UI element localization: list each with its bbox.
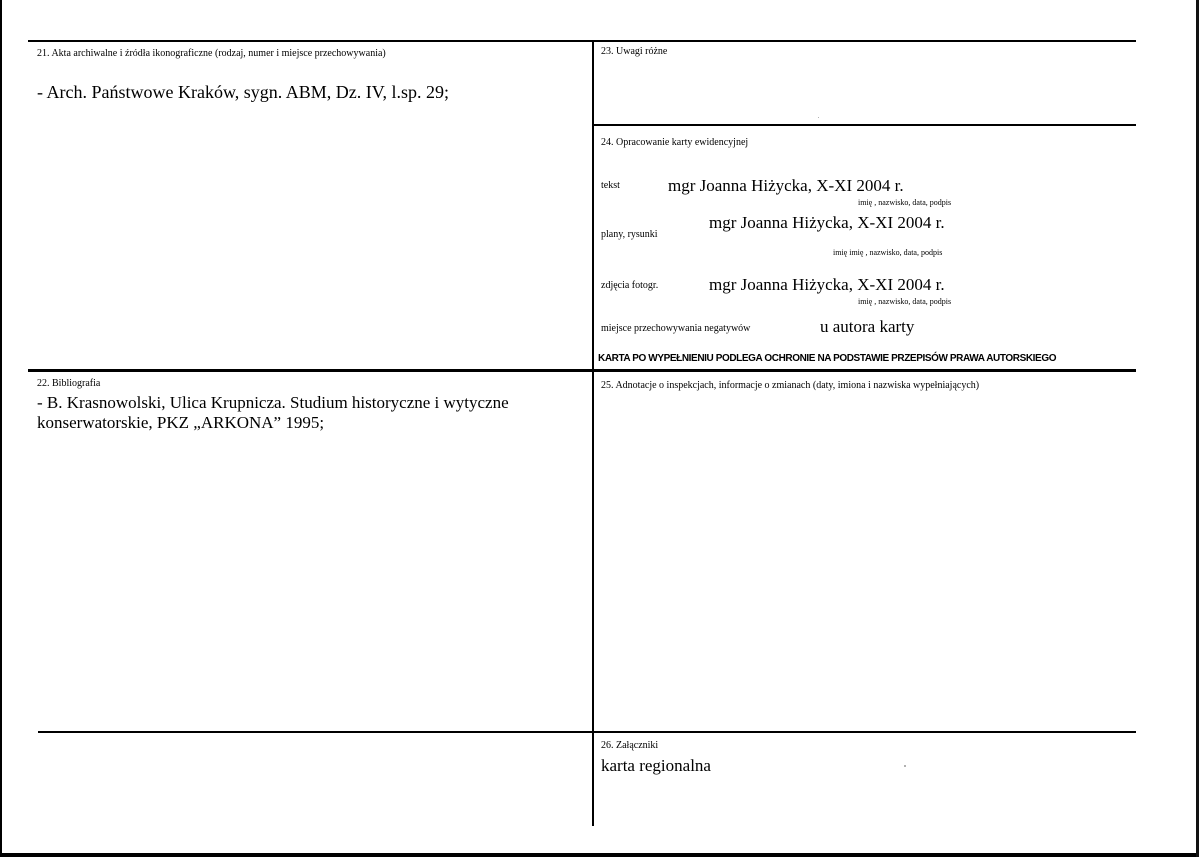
section-22-line-2: konserwatorskie, PKZ „ARKONA” 1995;: [37, 413, 325, 432]
section-22-label: 22. Bibliografia: [37, 378, 101, 389]
section-23-label: 23. Uwagi różne: [601, 46, 668, 57]
center-divider: [592, 40, 594, 826]
page-border-bottom: [0, 853, 1199, 857]
tekst-hint: imię , nazwisko, data, podpis: [858, 198, 952, 207]
plany-hint: imię imię , nazwisko, data, podpis: [833, 248, 943, 257]
section-21-content: - Arch. Państwowe Kraków, sygn. ABM, Dz. IV, l.sp. 29;: [37, 82, 449, 102]
divider-row2-row3: [38, 731, 1136, 733]
page-border-left: [0, 0, 2, 857]
divider-row1-row2: [28, 369, 1136, 372]
plany-label: plany, rysunki: [601, 229, 658, 240]
zdjecia-label: zdjęcia fotogr.: [601, 280, 659, 291]
plany-value: mgr Joanna Hiżycka, X-XI 2004 r.: [709, 213, 945, 232]
scan-speck: [904, 765, 906, 767]
section-21-label: 21. Akta archiwalne i źródła ikonograficzne (rodzaj, numer i miejsce przechowywania): [37, 48, 386, 59]
tekst-label: tekst: [601, 180, 620, 191]
section-22-line-1: - B. Krasnowolski, Ulica Krupnicza. Studium historyczne i wytyczne: [37, 393, 509, 412]
section-24-label: 24. Opracowanie karty ewidencyjnej: [601, 137, 749, 148]
negatywy-label: miejsce przechowywania negatywów: [601, 323, 751, 334]
section-26-content: karta regionalna: [601, 756, 711, 775]
copyright-notice: KARTA PO WYPEŁNIENIU PODLEGA OCHRONIE NA PODSTAWIE PRZEPISÓW PRAWA AUTORSKIEGO: [598, 353, 1057, 364]
tekst-value: mgr Joanna Hiżycka, X-XI 2004 r.: [668, 176, 904, 195]
scan-speck: [818, 117, 819, 118]
zdjecia-hint: imię , nazwisko, data, podpis: [858, 297, 952, 306]
divider-23-24: [594, 124, 1136, 126]
section-26-label: 26. Załączniki: [601, 740, 659, 751]
zdjecia-value: mgr Joanna Hiżycka, X-XI 2004 r.: [709, 275, 945, 294]
top-rule: [28, 40, 1136, 42]
negatywy-value: u autora karty: [820, 317, 915, 336]
section-25-label: 25. Adnotacje o inspekcjach, informacje o zmianach (daty, imiona i nazwiska wypełniających): [601, 380, 980, 391]
